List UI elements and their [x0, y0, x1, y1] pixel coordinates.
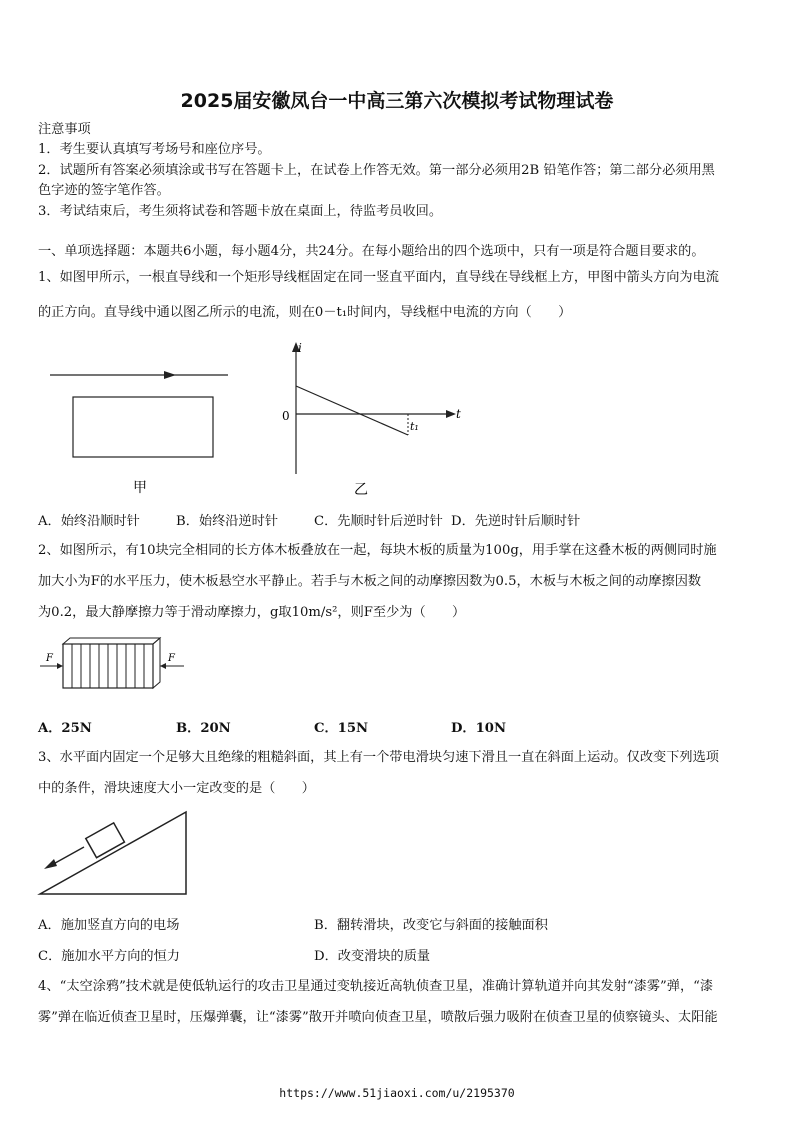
option-c: C．15N: [314, 721, 369, 736]
current-arrow-icon: [164, 371, 176, 379]
axis-origin: 0: [282, 409, 290, 423]
figure-incline: [36, 808, 194, 900]
force-label-left: F: [46, 653, 53, 664]
footer-url[interactable]: https://www.51jiaoxi.com/u/2195370: [279, 1086, 515, 1100]
question-text: 雾”弹在临近侦查卫星时，压爆弹囊，让“漆雾”散开并喷向侦查卫星，喷散后强力吸附在侦查卫星的侦察镜头、太阳能: [38, 1010, 718, 1025]
notice-item: 色字迹的签字笔作答。: [38, 183, 170, 198]
option-a: A．25N: [38, 721, 92, 736]
notice-item: 1．考生要认真填写考场号和座位序号。: [38, 142, 271, 157]
question-text: 加大小为F的水平压力，使木板悬空水平静止。若手与木板之间的动摩擦因数为0.5，木板与木板之间的动摩擦因数: [38, 574, 702, 589]
figure-label-jia: 甲: [133, 480, 147, 496]
question-text: 的正方向。直导线中通以图乙所示的电流，则在0－t₁时间内，导线框中电流的方向（ ）: [38, 305, 572, 320]
option-b: B．始终沿逆时针: [176, 514, 279, 529]
page-title: 2025届安徽凤台一中高三第六次模拟考试物理试卷: [180, 90, 614, 112]
question-text: 为0.2，最大静摩擦力等于滑动摩擦力，g取10m/s²，则F至少为（ ）: [38, 605, 466, 620]
question-text: 中的条件，滑块速度大小一定改变的是（ ）: [38, 781, 315, 796]
figure-jia: [40, 355, 240, 500]
option-b: B．翻转滑块，改变它与斜面的接触面积: [314, 918, 548, 933]
velocity-arrow-icon: [44, 859, 57, 869]
question-text: 3、水平面内固定一个足够大且绝缘的粗糙斜面，其上有一个带电滑块匀速下滑且一直在斜面上运动。仅改变下列选项: [38, 750, 719, 765]
wire-frame: [73, 397, 213, 457]
axis-arrow-icon: [446, 410, 456, 418]
question-text: 4、“太空涂鸦”技术就是使低轨运行的攻击卫星通过变轨接近高轨侦查卫星，准确计算轨道并向其发射“漆雾”弹，“漆: [38, 979, 714, 994]
figure-yi: [270, 338, 470, 500]
force-arrow-icon: [57, 663, 63, 669]
notice-item: 3．考试结束后，考生须将试卷和答题卡放在桌面上，待监考员收回。: [38, 204, 443, 219]
option-c: C．施加水平方向的恒力: [38, 949, 180, 964]
option-d: D．改变滑块的质量: [314, 949, 431, 964]
board-stack-side: [153, 638, 160, 688]
option-a: A．施加竖直方向的电场: [38, 918, 180, 933]
notice-item: 2．试题所有答案必须填涂或书写在答题卡上，在试卷上作答无效。第一部分必须用2B 铅笔作答；第二部分必须用黑: [38, 163, 715, 178]
board-stack-top: [63, 638, 160, 644]
axis-label-t: t: [456, 407, 461, 421]
axis-label-t1: t₁: [410, 420, 419, 433]
notice-heading: 注意事项: [38, 122, 91, 137]
option-d: D．10N: [451, 721, 507, 736]
option-b: B．20N: [176, 721, 231, 736]
current-line: [296, 386, 408, 435]
force-label-right: F: [168, 653, 175, 664]
question-text: 1、如图甲所示，一根直导线和一个矩形导线框固定在同一竖直平面内，直导线在导线框上方，甲图中箭头方向为电流: [38, 270, 719, 285]
question-text: 2、如图所示，有10块完全相同的长方体木板叠放在一起，每块木板的质量为100g，用手掌在这叠木板的两侧同时施: [38, 543, 717, 558]
option-c: C．先顺时针后逆时针: [314, 514, 443, 529]
figure-boards: [38, 636, 188, 696]
force-arrow-icon: [160, 663, 166, 669]
section-heading: 一、单项选择题：本题共6小题，每小题4分，共24分。在每小题给出的四个选项中，只有一项是符合题目要求的。: [38, 244, 705, 259]
axis-label-i: i: [298, 341, 302, 355]
figure-label-yi: 乙: [354, 482, 368, 498]
option-d: D．先逆时针后顺时针: [451, 514, 581, 529]
sliding-block: [86, 823, 125, 858]
option-a: A．始终沿顺时针: [38, 514, 140, 529]
